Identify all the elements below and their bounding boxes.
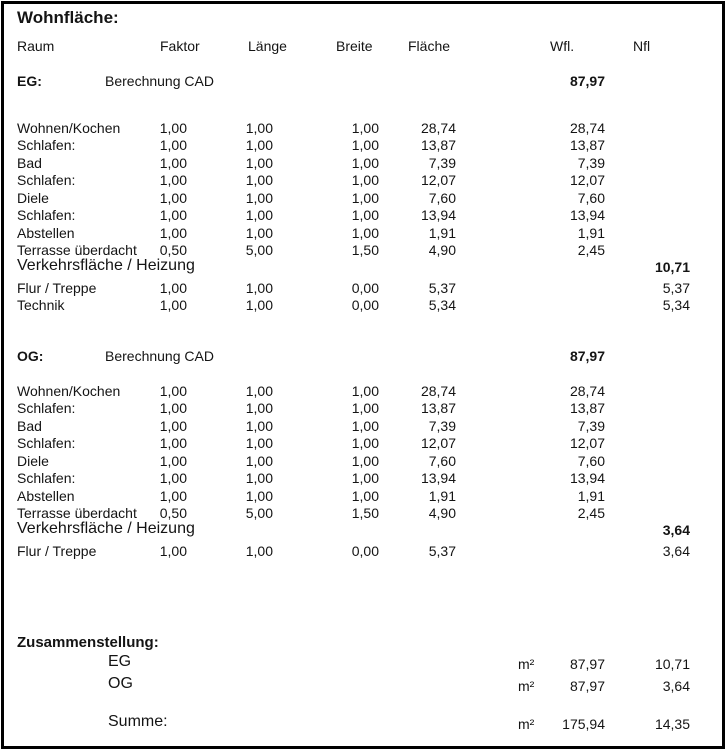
cell-faktor: 1,00 xyxy=(159,280,187,296)
cell-laenge: 1,00 xyxy=(245,400,273,416)
cell-faktor: 1,00 xyxy=(159,543,187,559)
cell-faktor: 1,00 xyxy=(159,453,187,469)
table-row xyxy=(0,297,728,315)
summary-nfl: 10,71 xyxy=(654,656,690,672)
cell-breite: 1,00 xyxy=(351,453,379,469)
verkehr-nfl-total: 10,71 xyxy=(654,259,690,275)
cell-raum: Wohnen/Kochen xyxy=(17,120,121,136)
summary-total-label: Summe: xyxy=(108,713,168,730)
summary-total-wfl: 175,94 xyxy=(562,716,605,732)
cell-raum: Terrasse überdacht xyxy=(17,505,137,521)
section-header-eg xyxy=(0,73,728,91)
cell-wfl: 7,60 xyxy=(577,453,605,469)
cell-breite: 1,00 xyxy=(351,435,379,451)
table-row xyxy=(0,418,728,436)
cell-laenge: 1,00 xyxy=(245,137,273,153)
column-header-raum: Raum xyxy=(17,38,55,54)
cell-nfl: 3,64 xyxy=(662,543,690,559)
table-row xyxy=(0,488,728,506)
summary-unit: m² xyxy=(518,678,535,694)
cell-breite: 1,00 xyxy=(351,400,379,416)
summary-nfl: 3,64 xyxy=(662,678,690,694)
cell-raum: Flur / Treppe xyxy=(17,543,97,559)
cell-breite: 1,00 xyxy=(351,488,379,504)
cell-flaeche: 28,74 xyxy=(420,120,456,136)
table-row xyxy=(0,172,728,190)
table-row xyxy=(0,280,728,298)
summary-label: EG xyxy=(108,653,132,670)
calculation-method: Berechnung CAD xyxy=(105,73,214,89)
cell-laenge: 1,00 xyxy=(245,297,273,313)
cell-faktor: 1,00 xyxy=(159,190,187,206)
section-wfl-total: 87,97 xyxy=(569,348,605,364)
cell-flaeche: 4,90 xyxy=(428,505,456,521)
cell-laenge: 1,00 xyxy=(245,453,273,469)
summary-label: OG xyxy=(108,675,133,692)
cell-raum: Diele xyxy=(17,190,49,206)
cell-raum: Diele xyxy=(17,453,49,469)
page-title-row xyxy=(0,8,728,26)
cell-laenge: 1,00 xyxy=(245,280,273,296)
section-label: OG: xyxy=(17,348,44,364)
table-row xyxy=(0,543,728,561)
page-title: Wohnfläche: xyxy=(17,8,119,27)
section-label: EG: xyxy=(17,73,42,89)
cell-wfl: 13,94 xyxy=(569,207,605,223)
cell-raum: Bad xyxy=(17,155,42,171)
column-header-flaeche: Fläche xyxy=(408,38,451,54)
cell-flaeche: 1,91 xyxy=(428,225,456,241)
cell-faktor: 1,00 xyxy=(159,297,187,313)
cell-wfl: 7,39 xyxy=(577,155,605,171)
cell-flaeche: 13,87 xyxy=(420,400,456,416)
column-header-nfl: Nfl xyxy=(633,38,651,54)
cell-raum: Technik xyxy=(17,297,65,313)
table-row xyxy=(0,207,728,225)
cell-faktor: 1,00 xyxy=(159,488,187,504)
verkehr-header-row xyxy=(0,257,728,275)
table-row xyxy=(0,120,728,138)
cell-faktor: 1,00 xyxy=(159,155,187,171)
cell-flaeche: 13,94 xyxy=(420,470,456,486)
cell-faktor: 1,00 xyxy=(159,207,187,223)
cell-faktor: 1,00 xyxy=(159,120,187,136)
cell-breite: 1,00 xyxy=(351,225,379,241)
cell-flaeche: 5,37 xyxy=(428,543,456,559)
cell-raum: Schlafen: xyxy=(17,137,76,153)
cell-breite: 1,50 xyxy=(351,505,379,521)
table-row xyxy=(0,435,728,453)
cell-flaeche: 28,74 xyxy=(420,383,456,399)
cell-flaeche: 7,60 xyxy=(428,453,456,469)
summary-heading: Zusammenstellung: xyxy=(17,634,159,651)
cell-flaeche: 7,60 xyxy=(428,190,456,206)
cell-laenge: 1,00 xyxy=(245,418,273,434)
cell-breite: 1,00 xyxy=(351,120,379,136)
cell-raum: Schlafen: xyxy=(17,435,76,451)
cell-breite: 1,00 xyxy=(351,418,379,434)
cell-laenge: 1,00 xyxy=(245,470,273,486)
cell-laenge: 1,00 xyxy=(245,155,273,171)
cell-flaeche: 1,91 xyxy=(428,488,456,504)
cell-laenge: 1,00 xyxy=(245,383,273,399)
cell-flaeche: 12,07 xyxy=(420,172,456,188)
cell-wfl: 12,07 xyxy=(569,435,605,451)
cell-laenge: 1,00 xyxy=(245,488,273,504)
cell-nfl: 5,34 xyxy=(662,297,690,313)
cell-flaeche: 5,34 xyxy=(428,297,456,313)
cell-flaeche: 5,37 xyxy=(428,280,456,296)
table-row xyxy=(0,155,728,173)
cell-faktor: 1,00 xyxy=(159,137,187,153)
cell-raum: Schlafen: xyxy=(17,400,76,416)
table-row xyxy=(0,400,728,418)
summary-row xyxy=(0,653,728,671)
table-row xyxy=(0,453,728,471)
cell-laenge: 1,00 xyxy=(245,207,273,223)
cell-laenge: 1,00 xyxy=(245,225,273,241)
cell-flaeche: 13,94 xyxy=(420,207,456,223)
cell-flaeche: 4,90 xyxy=(428,242,456,258)
cell-nfl: 5,37 xyxy=(662,280,690,296)
cell-faktor: 1,00 xyxy=(159,400,187,416)
cell-flaeche: 13,87 xyxy=(420,137,456,153)
cell-faktor: 1,00 xyxy=(159,172,187,188)
cell-wfl: 7,39 xyxy=(577,418,605,434)
cell-raum: Schlafen: xyxy=(17,172,76,188)
table-row xyxy=(0,137,728,155)
cell-breite: 1,00 xyxy=(351,383,379,399)
cell-laenge: 1,00 xyxy=(245,190,273,206)
cell-breite: 1,00 xyxy=(351,207,379,223)
cell-raum: Terrasse überdacht xyxy=(17,242,137,258)
cell-breite: 1,00 xyxy=(351,172,379,188)
column-header-faktor: Faktor xyxy=(160,38,200,54)
cell-breite: 1,00 xyxy=(351,190,379,206)
summary-wfl: 87,97 xyxy=(569,678,605,694)
cell-raum: Bad xyxy=(17,418,42,434)
table-row xyxy=(0,190,728,208)
cell-raum: Schlafen: xyxy=(17,470,76,486)
cell-wfl: 1,91 xyxy=(577,488,605,504)
cell-faktor: 1,00 xyxy=(159,383,187,399)
cell-raum: Flur / Treppe xyxy=(17,280,97,296)
cell-wfl: 28,74 xyxy=(569,383,605,399)
column-header-breite: Breite xyxy=(336,38,373,54)
cell-breite: 1,00 xyxy=(351,137,379,153)
cell-faktor: 1,00 xyxy=(159,435,187,451)
cell-breite: 1,00 xyxy=(351,470,379,486)
cell-breite: 0,00 xyxy=(351,543,379,559)
cell-wfl: 13,87 xyxy=(569,137,605,153)
cell-breite: 1,50 xyxy=(351,242,379,258)
summary-row xyxy=(0,675,728,693)
verkehr-header-row xyxy=(0,520,728,538)
summary-total-row xyxy=(0,713,728,731)
cell-raum: Abstellen xyxy=(17,225,75,241)
cell-breite: 0,00 xyxy=(351,280,379,296)
cell-flaeche: 7,39 xyxy=(428,155,456,171)
cell-laenge: 1,00 xyxy=(245,120,273,136)
summary-heading-row xyxy=(0,635,728,653)
cell-wfl: 2,45 xyxy=(577,505,605,521)
cell-wfl: 13,87 xyxy=(569,400,605,416)
section-wfl-total: 87,97 xyxy=(569,73,605,89)
cell-flaeche: 7,39 xyxy=(428,418,456,434)
cell-breite: 0,00 xyxy=(351,297,379,313)
cell-wfl: 1,91 xyxy=(577,225,605,241)
cell-faktor: 0,50 xyxy=(159,242,187,258)
cell-wfl: 7,60 xyxy=(577,190,605,206)
cell-faktor: 0,50 xyxy=(159,505,187,521)
table-row xyxy=(0,383,728,401)
summary-wfl: 87,97 xyxy=(569,656,605,672)
calculation-method: Berechnung CAD xyxy=(105,348,214,364)
cell-laenge: 1,00 xyxy=(245,435,273,451)
column-header-laenge: Länge xyxy=(248,38,287,54)
section-header-og xyxy=(0,348,728,366)
column-header-wfl: Wfl. xyxy=(550,38,575,54)
column-header-row xyxy=(0,38,728,56)
cell-laenge: 1,00 xyxy=(245,543,273,559)
cell-faktor: 1,00 xyxy=(159,470,187,486)
cell-breite: 1,00 xyxy=(351,155,379,171)
cell-laenge: 1,00 xyxy=(245,172,273,188)
cell-wfl: 12,07 xyxy=(569,172,605,188)
summary-unit: m² xyxy=(518,716,535,732)
cell-faktor: 1,00 xyxy=(159,225,187,241)
table-row xyxy=(0,470,728,488)
verkehr-nfl-total: 3,64 xyxy=(662,522,690,538)
cell-faktor: 1,00 xyxy=(159,418,187,434)
verkehr-label: Verkehrsfläche / Heizung xyxy=(17,257,195,274)
cell-laenge: 5,00 xyxy=(245,242,273,258)
cell-raum: Abstellen xyxy=(17,488,75,504)
cell-laenge: 5,00 xyxy=(245,505,273,521)
cell-wfl: 28,74 xyxy=(569,120,605,136)
summary-total-nfl: 14,35 xyxy=(654,716,690,732)
verkehr-label: Verkehrsfläche / Heizung xyxy=(17,520,195,537)
cell-raum: Schlafen: xyxy=(17,207,76,223)
cell-wfl: 13,94 xyxy=(569,470,605,486)
cell-wfl: 2,45 xyxy=(577,242,605,258)
cell-raum: Wohnen/Kochen xyxy=(17,383,121,399)
summary-unit: m² xyxy=(518,656,535,672)
table-row xyxy=(0,225,728,243)
cell-flaeche: 12,07 xyxy=(420,435,456,451)
